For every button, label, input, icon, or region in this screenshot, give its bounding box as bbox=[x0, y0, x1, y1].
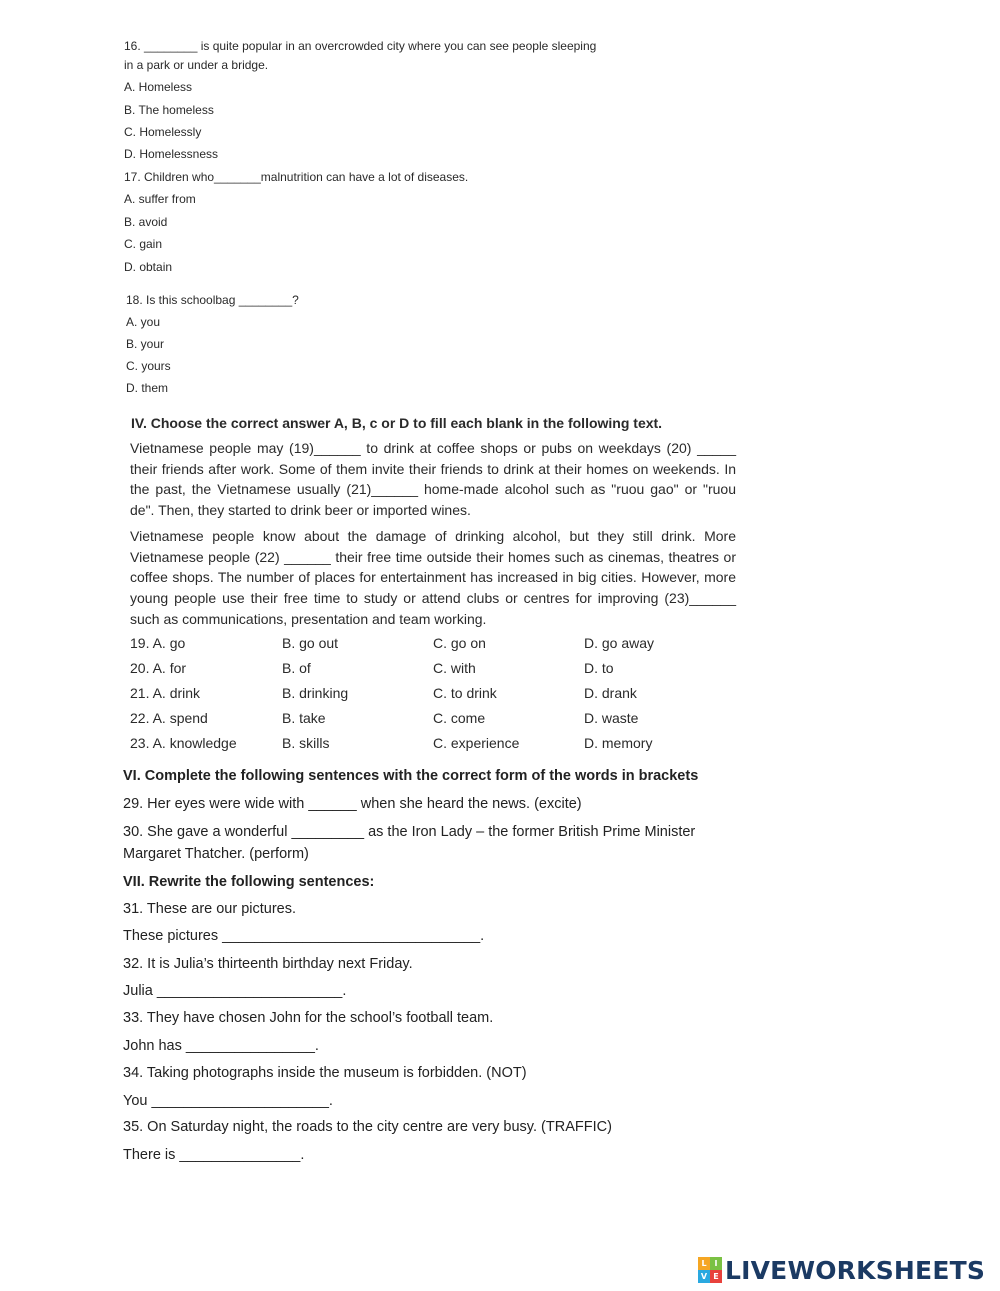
q16-option-b: B. The homeless bbox=[124, 103, 214, 117]
answer-23-c: C. experience bbox=[433, 735, 520, 751]
logo-tile-l: L bbox=[698, 1257, 710, 1270]
q16-line2: in a park or under a bridge. bbox=[124, 58, 269, 72]
q32-text: 32. It is Julia’s thirteenth birthday next Friday. bbox=[123, 956, 413, 972]
q16-option-d: D. Homelessness bbox=[124, 147, 219, 161]
q34-answer: You ______________________. bbox=[123, 1093, 333, 1109]
q16-option-c: C. Homelessly bbox=[124, 125, 202, 139]
q33-text: 33. They have chosen John for the school’s football team. bbox=[123, 1010, 494, 1026]
answer-19-a: 19. A. go bbox=[130, 635, 186, 651]
q18-option-b: B. your bbox=[126, 337, 165, 351]
q34-text: 34. Taking photographs inside the museum is forbidden. (NOT) bbox=[123, 1065, 527, 1081]
answer-20-b: B. of bbox=[282, 660, 311, 676]
logo-tile-i: I bbox=[710, 1257, 722, 1270]
q17-option-c: C. gain bbox=[124, 237, 163, 251]
answer-21-b: B. drinking bbox=[282, 685, 349, 701]
liveworksheets-logo-text: LIVEWORKSHEETS bbox=[725, 1255, 986, 1285]
section7-heading: VII. Rewrite the following sentences: bbox=[123, 874, 375, 890]
answer-22-c: C. come bbox=[433, 710, 486, 726]
liveworksheets-logo bbox=[698, 1256, 985, 1284]
q18-text: 18. Is this schoolbag ________? bbox=[126, 293, 299, 307]
q31-answer: These pictures ________________________________. bbox=[123, 928, 485, 944]
answer-19-c: C. go on bbox=[433, 635, 486, 651]
q30-line2: Margaret Thatcher. (perform) bbox=[123, 846, 309, 862]
answer-23-a: 23. A. knowledge bbox=[130, 735, 237, 751]
q30-line1: 30. She gave a wonderful _________ as the Iron Lady – the former British Prime Minister bbox=[123, 824, 696, 840]
answer-21-a: 21. A. drink bbox=[130, 685, 201, 701]
answer-22-b: B. take bbox=[282, 710, 326, 726]
answer-20-d: D. to bbox=[584, 660, 614, 676]
q16-line1: 16. ________ is quite popular in an overcrowded city where you can see people sleeping bbox=[124, 39, 597, 53]
q32-answer: Julia _______________________. bbox=[123, 983, 347, 999]
q17-option-a: A. suffer from bbox=[124, 192, 196, 206]
logo-tile-v: V bbox=[698, 1270, 710, 1283]
q16-option-a: A. Homeless bbox=[124, 80, 193, 94]
answer-21-d: D. drank bbox=[584, 685, 637, 701]
q33-answer: John has ________________. bbox=[123, 1038, 319, 1054]
section4-heading: IV. Choose the correct answer A, B, c or D to fill each blank in the following text. bbox=[131, 415, 663, 431]
answer-23-b: B. skills bbox=[282, 735, 330, 751]
q17-text: 17. Children who_______malnutrition can have a lot of diseases. bbox=[124, 170, 469, 184]
q17-option-b: B. avoid bbox=[124, 215, 168, 229]
section4-paragraph-2: Vietnamese people know about the damage of drinking alcohol, but they still drink. More Vietnamese people (22) ______ their free time outside their homes such as cinemas, theatres or coffee shops. The number of places for entertainment has increased in big cities. However, more young people use their free time to study or attend clubs or centres for improving (23)______ such as communications, presentation and team working. bbox=[130, 528, 736, 627]
q35-text: 35. On Saturday night, the roads to the city centre are very busy. (TRAFFIC) bbox=[123, 1119, 612, 1135]
liveworksheets-logo-icon bbox=[698, 1257, 722, 1283]
q31-text: 31. These are our pictures. bbox=[123, 901, 297, 917]
answer-19-b: B. go out bbox=[282, 635, 339, 651]
section6-heading: VI. Complete the following sentences with the correct form of the words in brackets bbox=[123, 768, 699, 784]
q18-option-a: A. you bbox=[126, 315, 161, 329]
answer-20-a: 20. A. for bbox=[130, 660, 187, 676]
q18-option-d: D. them bbox=[126, 381, 169, 395]
logo-tile-e: E bbox=[710, 1270, 722, 1283]
answer-23-d: D. memory bbox=[584, 735, 653, 751]
q29-text: 29. Her eyes were wide with ______ when she heard the news. (excite) bbox=[123, 796, 582, 812]
q35-answer: There is _______________. bbox=[123, 1147, 305, 1163]
answer-19-d: D. go away bbox=[584, 635, 655, 651]
q17-option-d: D. obtain bbox=[124, 260, 173, 274]
answer-22-a: 22. A. spend bbox=[130, 710, 208, 726]
answer-21-c: C. to drink bbox=[433, 685, 497, 701]
q18-option-c: C. yours bbox=[126, 359, 171, 373]
answer-20-c: C. with bbox=[433, 660, 476, 676]
section4-paragraph-1: Vietnamese people may (19)______ to drink at coffee shops or pubs on weekdays (20) _____ their friends after work. Some of them invite their friends to drink at their homes on weekends. In the past, the Vietnamese usually (21)______ home-made alcohol such as "ruou gao" or "ruou de". Then, they started to drink beer or imported wines. bbox=[130, 440, 736, 519]
answer-22-d: D. waste bbox=[584, 710, 639, 726]
